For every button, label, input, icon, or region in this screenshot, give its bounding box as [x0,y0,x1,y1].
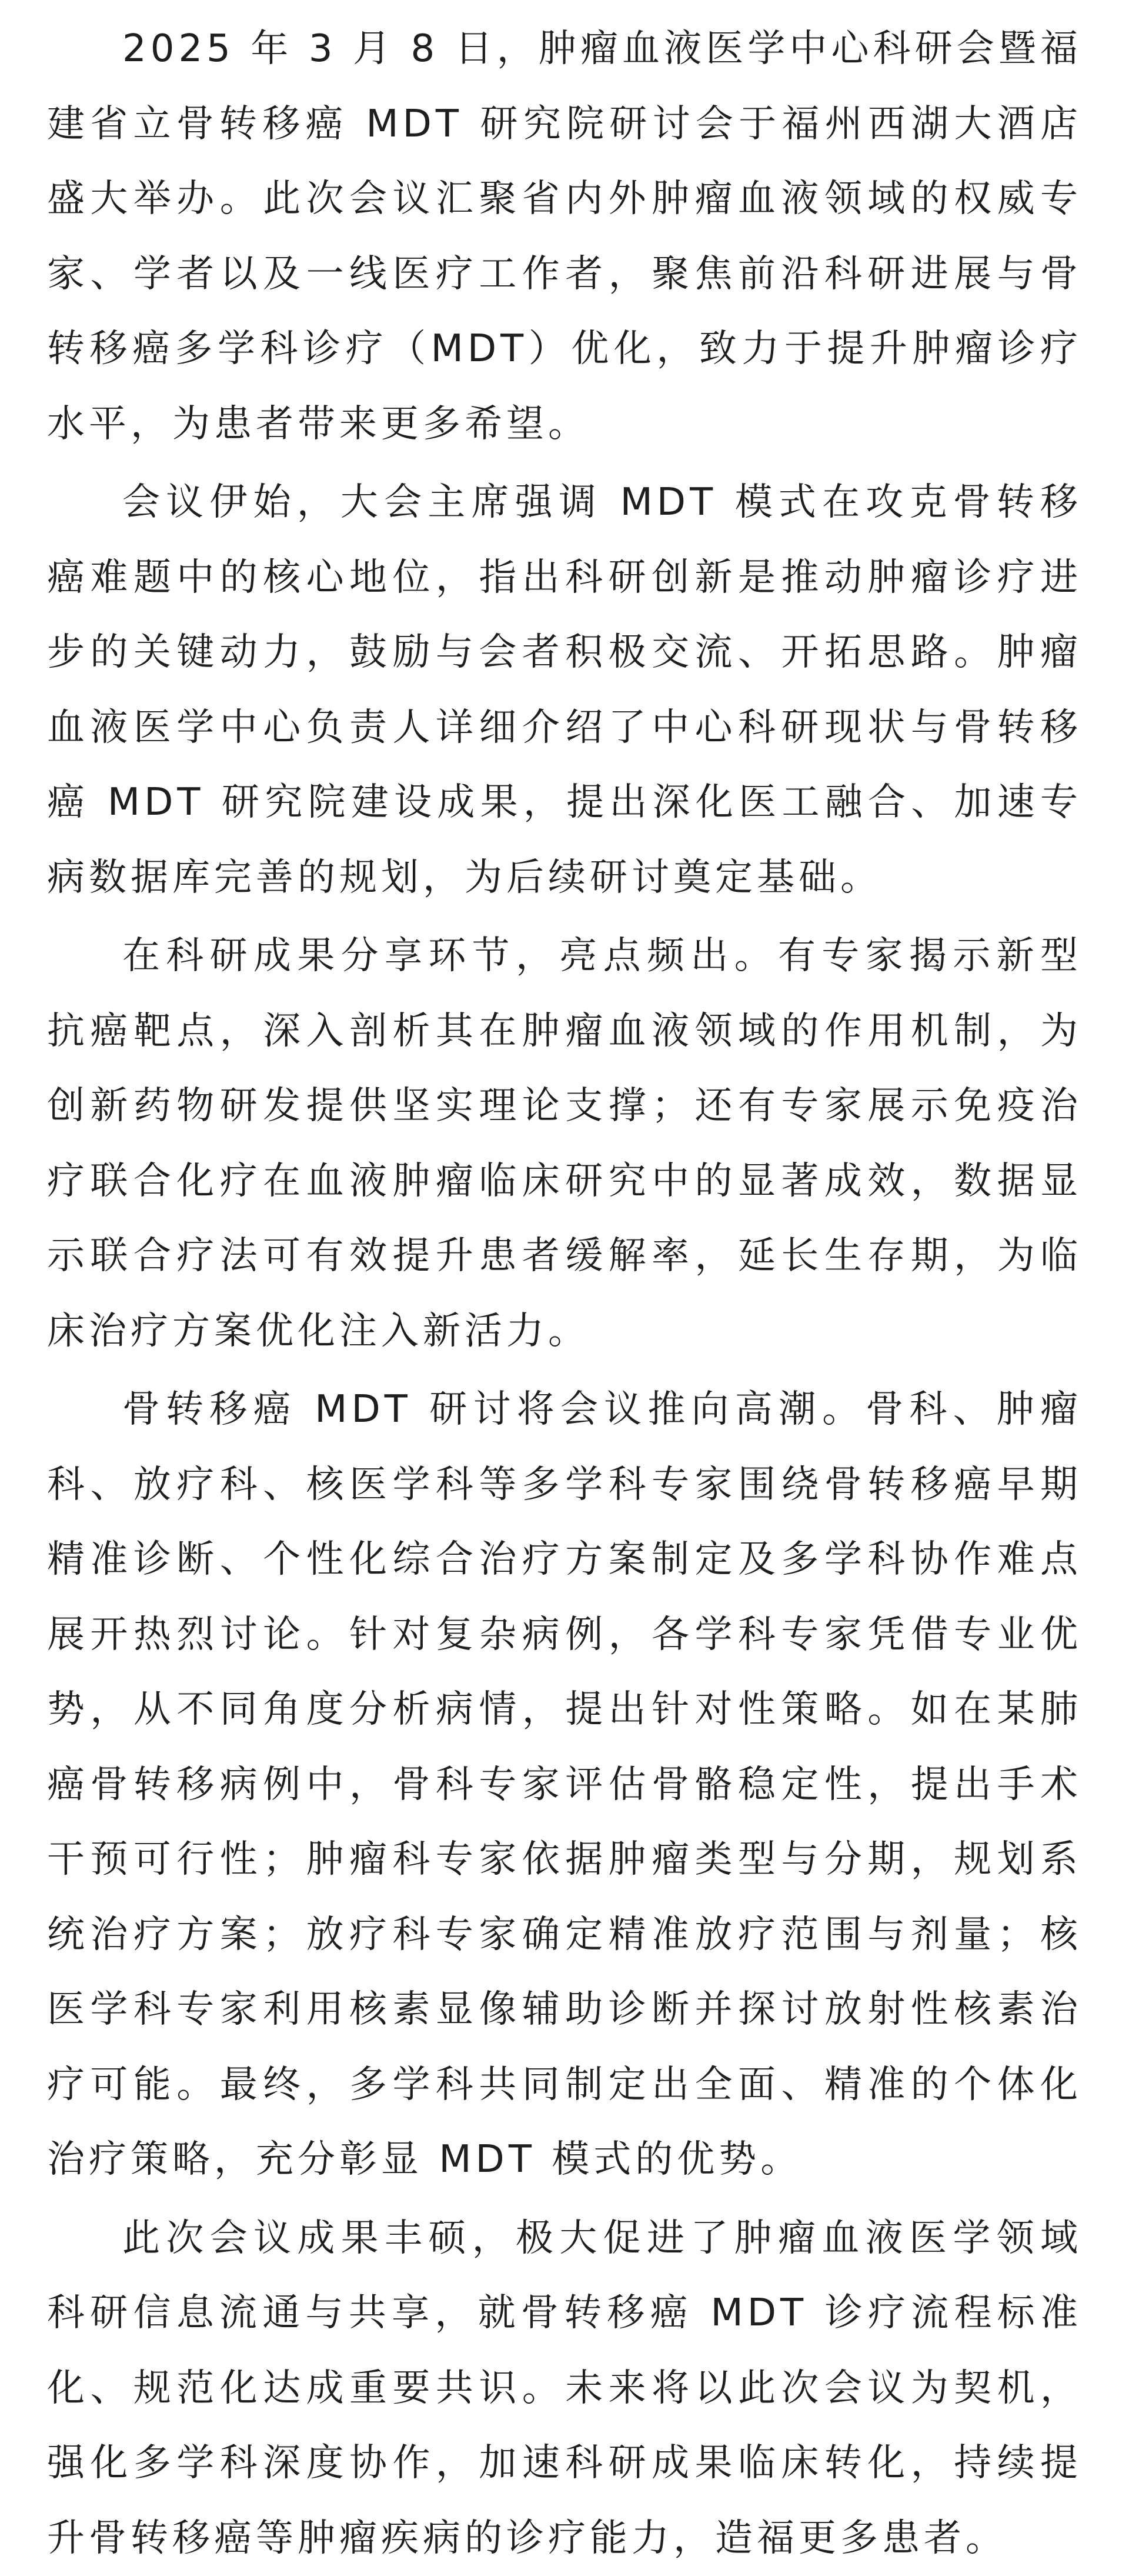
paragraph-mdt-discussion: 骨转移癌 MDT 研讨将会议推向高潮。骨科、肿瘤科、放疗科、核医学科等多学科专家围绕骨转移癌早期精准诊断、个性化综合治疗方案制定及多学科协作难点展开热烈讨论。针对复杂病例，各学科专家凭借专业优势，从不同角度分析病情，提出针对性策略。如在某肺癌骨转移病例中，骨科专家评估骨骼稳定性，提出手术干预可行性；肿瘤科专家依据肿瘤类型与分期，规划系统治疗方案；放疗科专家确定精准放疗范围与剂量；核医学科专家利用核素显像辅助诊断并探讨放射性核素治疗可能。最终，多学科共同制定出全面、精准的个体化治疗策略，充分彰显 MDT 模式的优势。 [47,1372,1082,2198]
paragraph-opening-remarks: 会议伊始，大会主席强调 MDT 模式在攻克骨转移癌难题中的核心地位，指出科研创新是推动肿瘤诊疗进步的关键动力，鼓励与会者积极交流、开拓思路。肿瘤血液医学中心负责人详细介绍了中心科研现状与骨转移癌 MDT 研究院建设成果，提出深化医工融合、加速专病数据库完善的规划，为后续研讨奠定基础。 [47,465,1082,915]
paragraph-event-intro: 2025 年 3 月 8 日，肿瘤血液医学中心科研会暨福建省立骨转移癌 MDT 研究院研讨会于福州西湖大酒店盛大举办。此次会议汇聚省内外肿瘤血液领域的权威专家、学者以及一线医疗工作者，聚焦前沿科研进展与骨转移癌多学科诊疗（MDT）优化，致力于提升肿瘤诊疗水平，为患者带来更多希望。 [47,12,1082,462]
paragraph-research-sharing: 在科研成果分享环节，亮点频出。有专家揭示新型抗癌靶点，深入剖析其在肿瘤血液领域的作用机制，为创新药物研发提供坚实理论支撑；还有专家展示免疫治疗联合化疗在血液肿瘤临床研究中的显著成效，数据显示联合疗法可有效提升患者缓解率，延长生存期，为临床治疗方案优化注入新活力。 [47,919,1082,1369]
paragraph-conclusion: 此次会议成果丰硕，极大促进了肿瘤血液医学领域科研信息流通与共享，就骨转移癌 MDT 诊疗流程标准化、规范化达成重要共识。未来将以此次会议为契机，强化多学科深度协作，加速科研成果临床转化，持续提升骨转移癌等肿瘤疾病的诊疗能力，造福更多患者。 [47,2201,1082,2576]
